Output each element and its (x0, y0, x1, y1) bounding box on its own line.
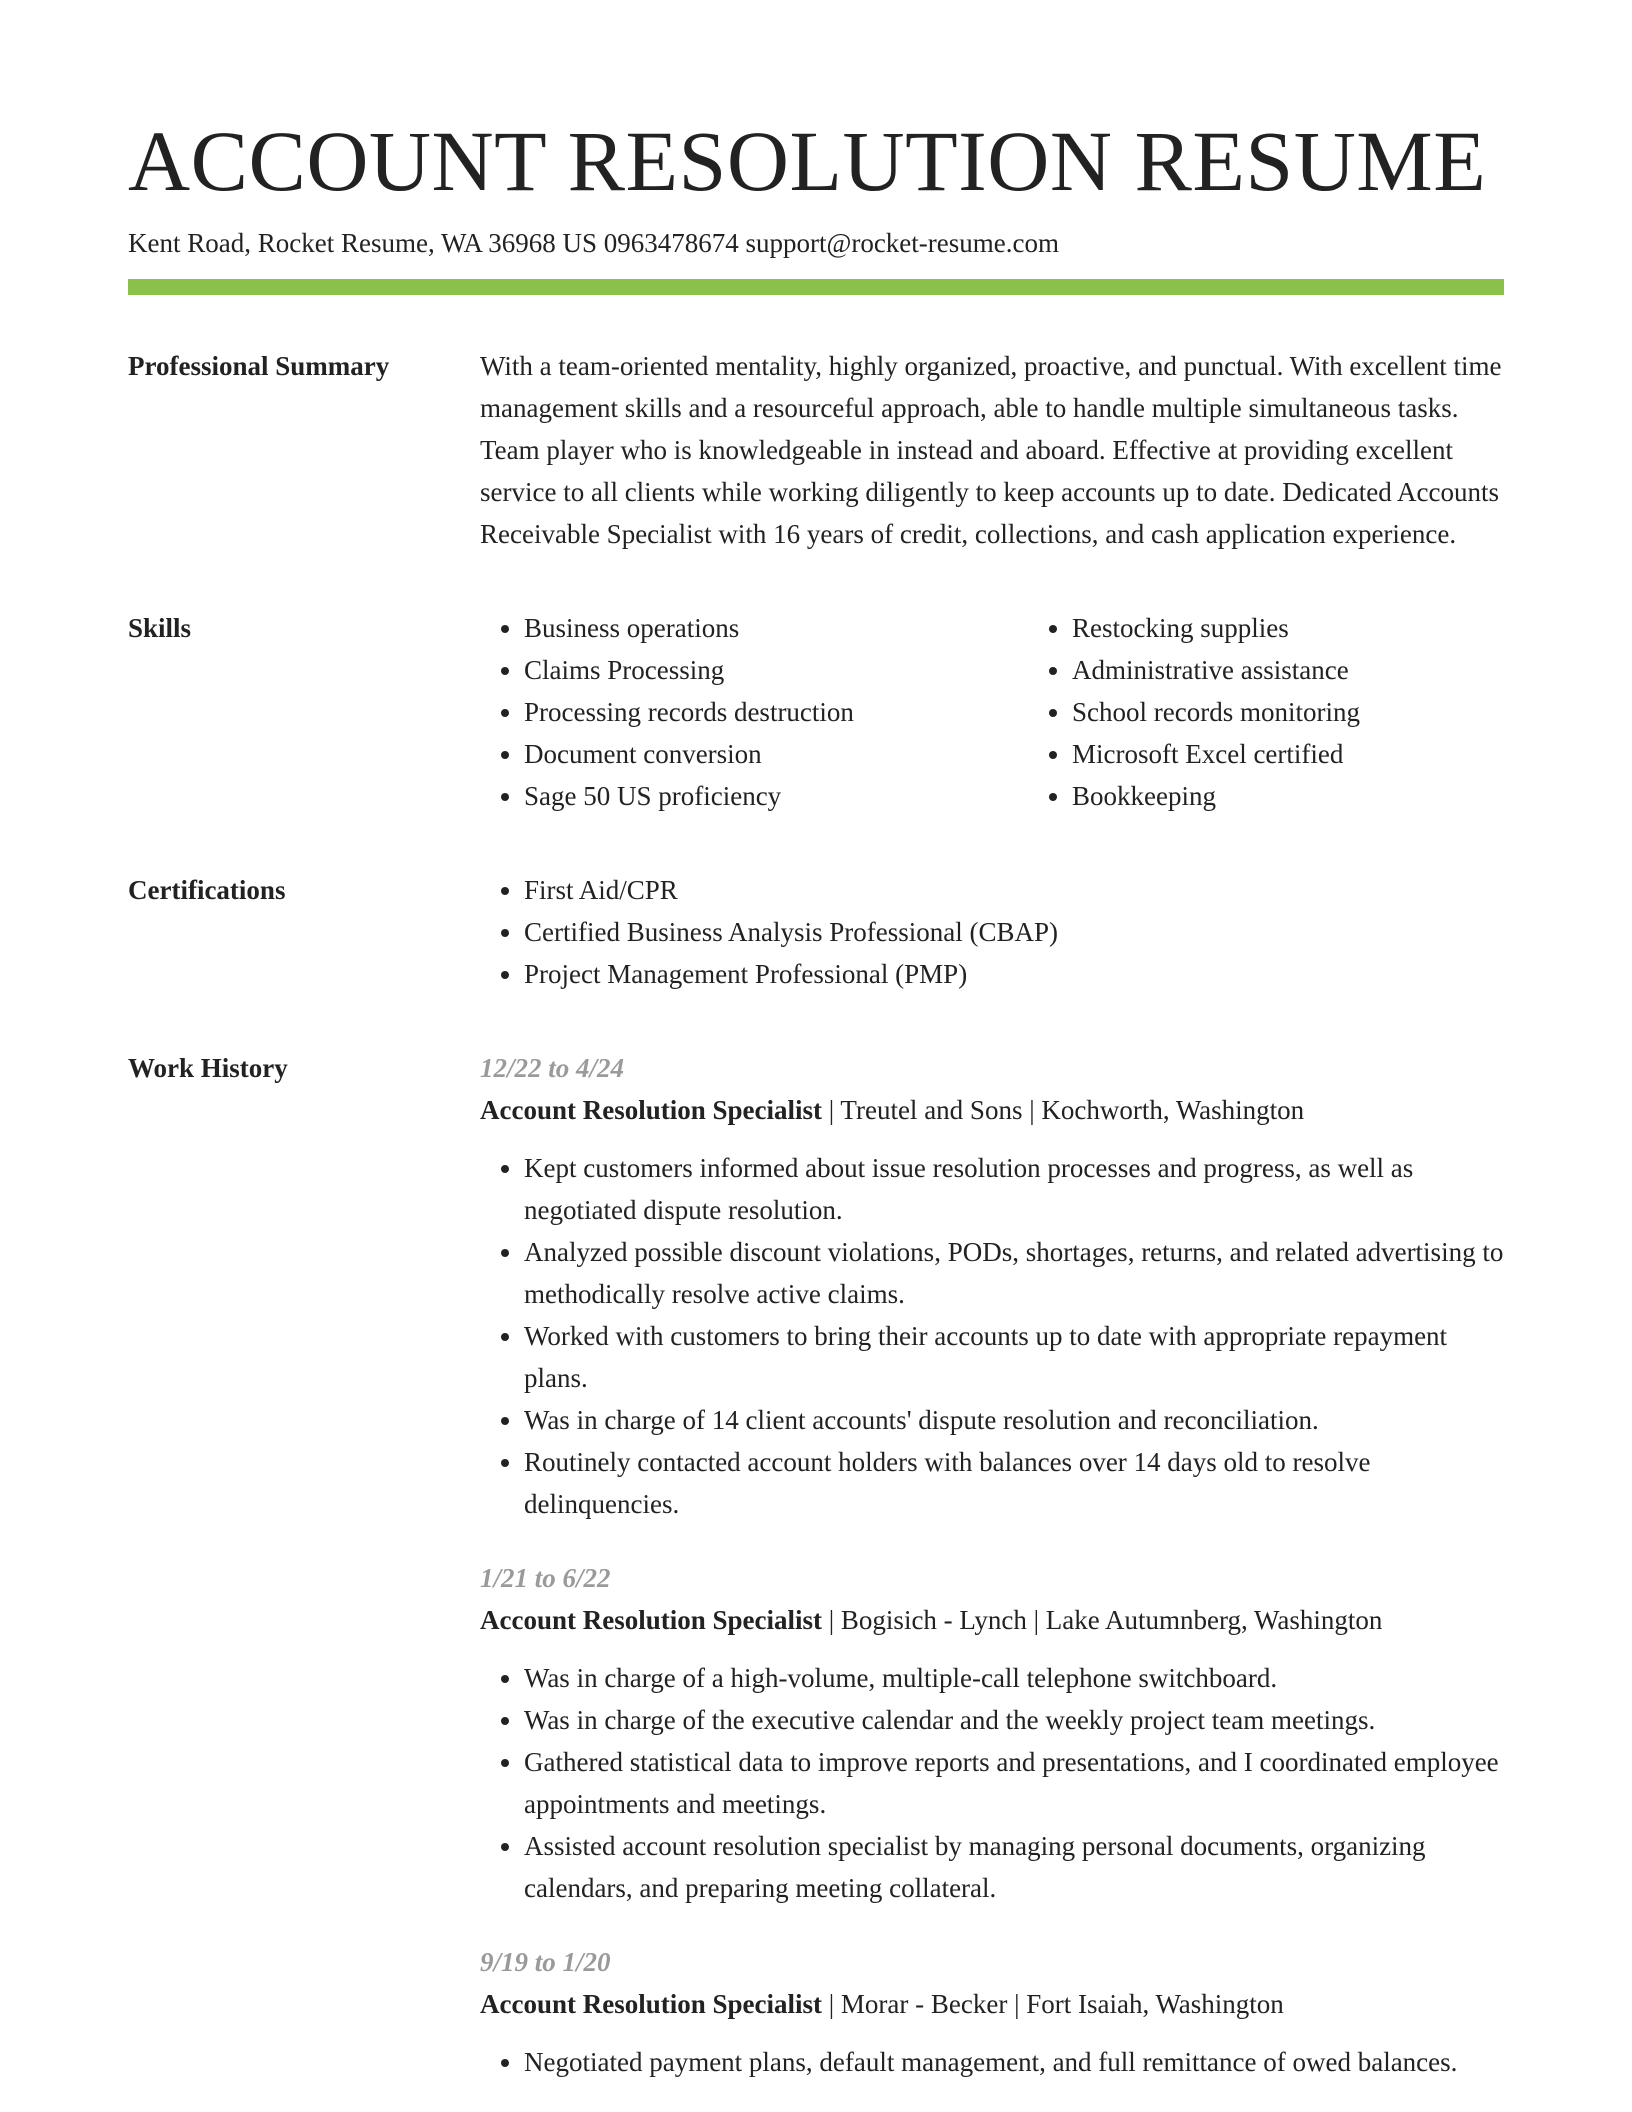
skill-item: • Claims Processing (524, 649, 1028, 691)
accent-divider (128, 279, 1504, 295)
certifications-section (128, 869, 1504, 995)
section-label: Certifications (128, 875, 286, 906)
certification-item: • First Aid/CPR (524, 869, 1504, 911)
job-bullet: • Analyzed possible discount violations, PODs, shortages, returns, and related advertising to methodically resolve active claims. (524, 1231, 1504, 1315)
skill-item: • Document conversion (524, 733, 1028, 775)
job-entry (480, 1047, 1504, 1525)
skill-item: • Microsoft Excel certified (1072, 733, 1504, 775)
skill-item: • Bookkeeping (1072, 775, 1504, 817)
job-company-location: | Treutel and Sons | Kochworth, Washington (822, 1095, 1305, 1126)
certification-item: • Certified Business Analysis Professional (CBAP) (524, 911, 1504, 953)
skill-item: • Sage 50 US proficiency (524, 775, 1028, 817)
section-label: Professional Summary (128, 351, 390, 382)
skills-list-left (480, 607, 1028, 817)
job-bullet: • Assisted account resolution specialist by managing personal documents, organizing calendars, and preparing meeting collateral. (524, 1825, 1504, 1909)
skill-item: • Restocking supplies (1072, 607, 1504, 649)
job-heading (480, 1089, 1504, 1131)
job-entry (480, 1941, 1504, 2083)
resume-title: ACCOUNT RESOLUTION RESUME (128, 113, 1487, 209)
job-bullet: • Routinely contacted account holders with balances over 14 days old to resolve delinquencies. (524, 1441, 1504, 1525)
job-dates: 1/21 to 6/22 (480, 1563, 611, 1594)
skill-item: • Processing records destruction (524, 691, 1028, 733)
job-bullet: • Negotiated payment plans, default management, and full remittance of owed balances. (524, 2041, 1504, 2083)
summary-text: With a team-oriented mentality, highly organized, proactive, and punctual. With excellent time management skills and a resourceful approach, able to handle multiple simultaneous tasks. Team player who is knowledgeable in instead and aboard. Effective at providing excellent service to all clients while working diligently to keep accounts up to date. Dedicated Accounts Receivable Specialist with 16 years of credit, collections, and cash application experience. (480, 351, 1502, 550)
job-bullet: • Was in charge of a high-volume, multiple-call telephone switchboard. (524, 1657, 1504, 1699)
section-label: Skills (128, 613, 192, 644)
job-heading (480, 1983, 1504, 2025)
job-bullet: • Was in charge of the executive calendar and the weekly project team meetings. (524, 1699, 1504, 1741)
job-company-location: | Morar - Becker | Fort Isaiah, Washington (822, 1989, 1284, 2020)
job-entry (480, 1557, 1504, 1909)
skills-list-right (1028, 607, 1504, 817)
job-title: Account Resolution Specialist (480, 1989, 823, 2020)
skills-section (128, 607, 1504, 817)
skill-item: • School records monitoring (1072, 691, 1504, 733)
job-bullets (480, 1657, 1504, 1909)
work-history-section (128, 1047, 1504, 2083)
job-bullet: • Was in charge of 14 client accounts' dispute resolution and reconciliation. (524, 1399, 1504, 1441)
professional-summary-section (128, 345, 1504, 555)
skill-item: • Business operations (524, 607, 1028, 649)
job-company-location: | Bogisich - Lynch | Lake Autumnberg, Washington (822, 1605, 1383, 1636)
skill-item: • Administrative assistance (1072, 649, 1504, 691)
job-bullets (480, 1147, 1504, 1525)
job-bullet: • Gathered statistical data to improve reports and presentations, and I coordinated employee appointments and meetings. (524, 1741, 1504, 1825)
job-dates: 12/22 to 4/24 (480, 1053, 625, 1084)
section-label: Work History (128, 1053, 288, 1084)
job-bullet: • Kept customers informed about issue resolution processes and progress, as well as negotiated dispute resolution. (524, 1147, 1504, 1231)
job-bullet: • Worked with customers to bring their accounts up to date with appropriate repayment plans. (524, 1315, 1504, 1399)
job-dates: 9/19 to 1/20 (480, 1947, 611, 1978)
certification-item: • Project Management Professional (PMP) (524, 953, 1504, 995)
certifications-list (480, 869, 1504, 995)
job-title: Account Resolution Specialist (480, 1605, 823, 1636)
job-heading (480, 1599, 1504, 1641)
contact-line: Kent Road, Rocket Resume, WA 36968 US 0963478674 support@rocket-resume.com (128, 228, 1059, 258)
job-title: Account Resolution Specialist (480, 1095, 823, 1126)
job-bullets (480, 2041, 1504, 2083)
